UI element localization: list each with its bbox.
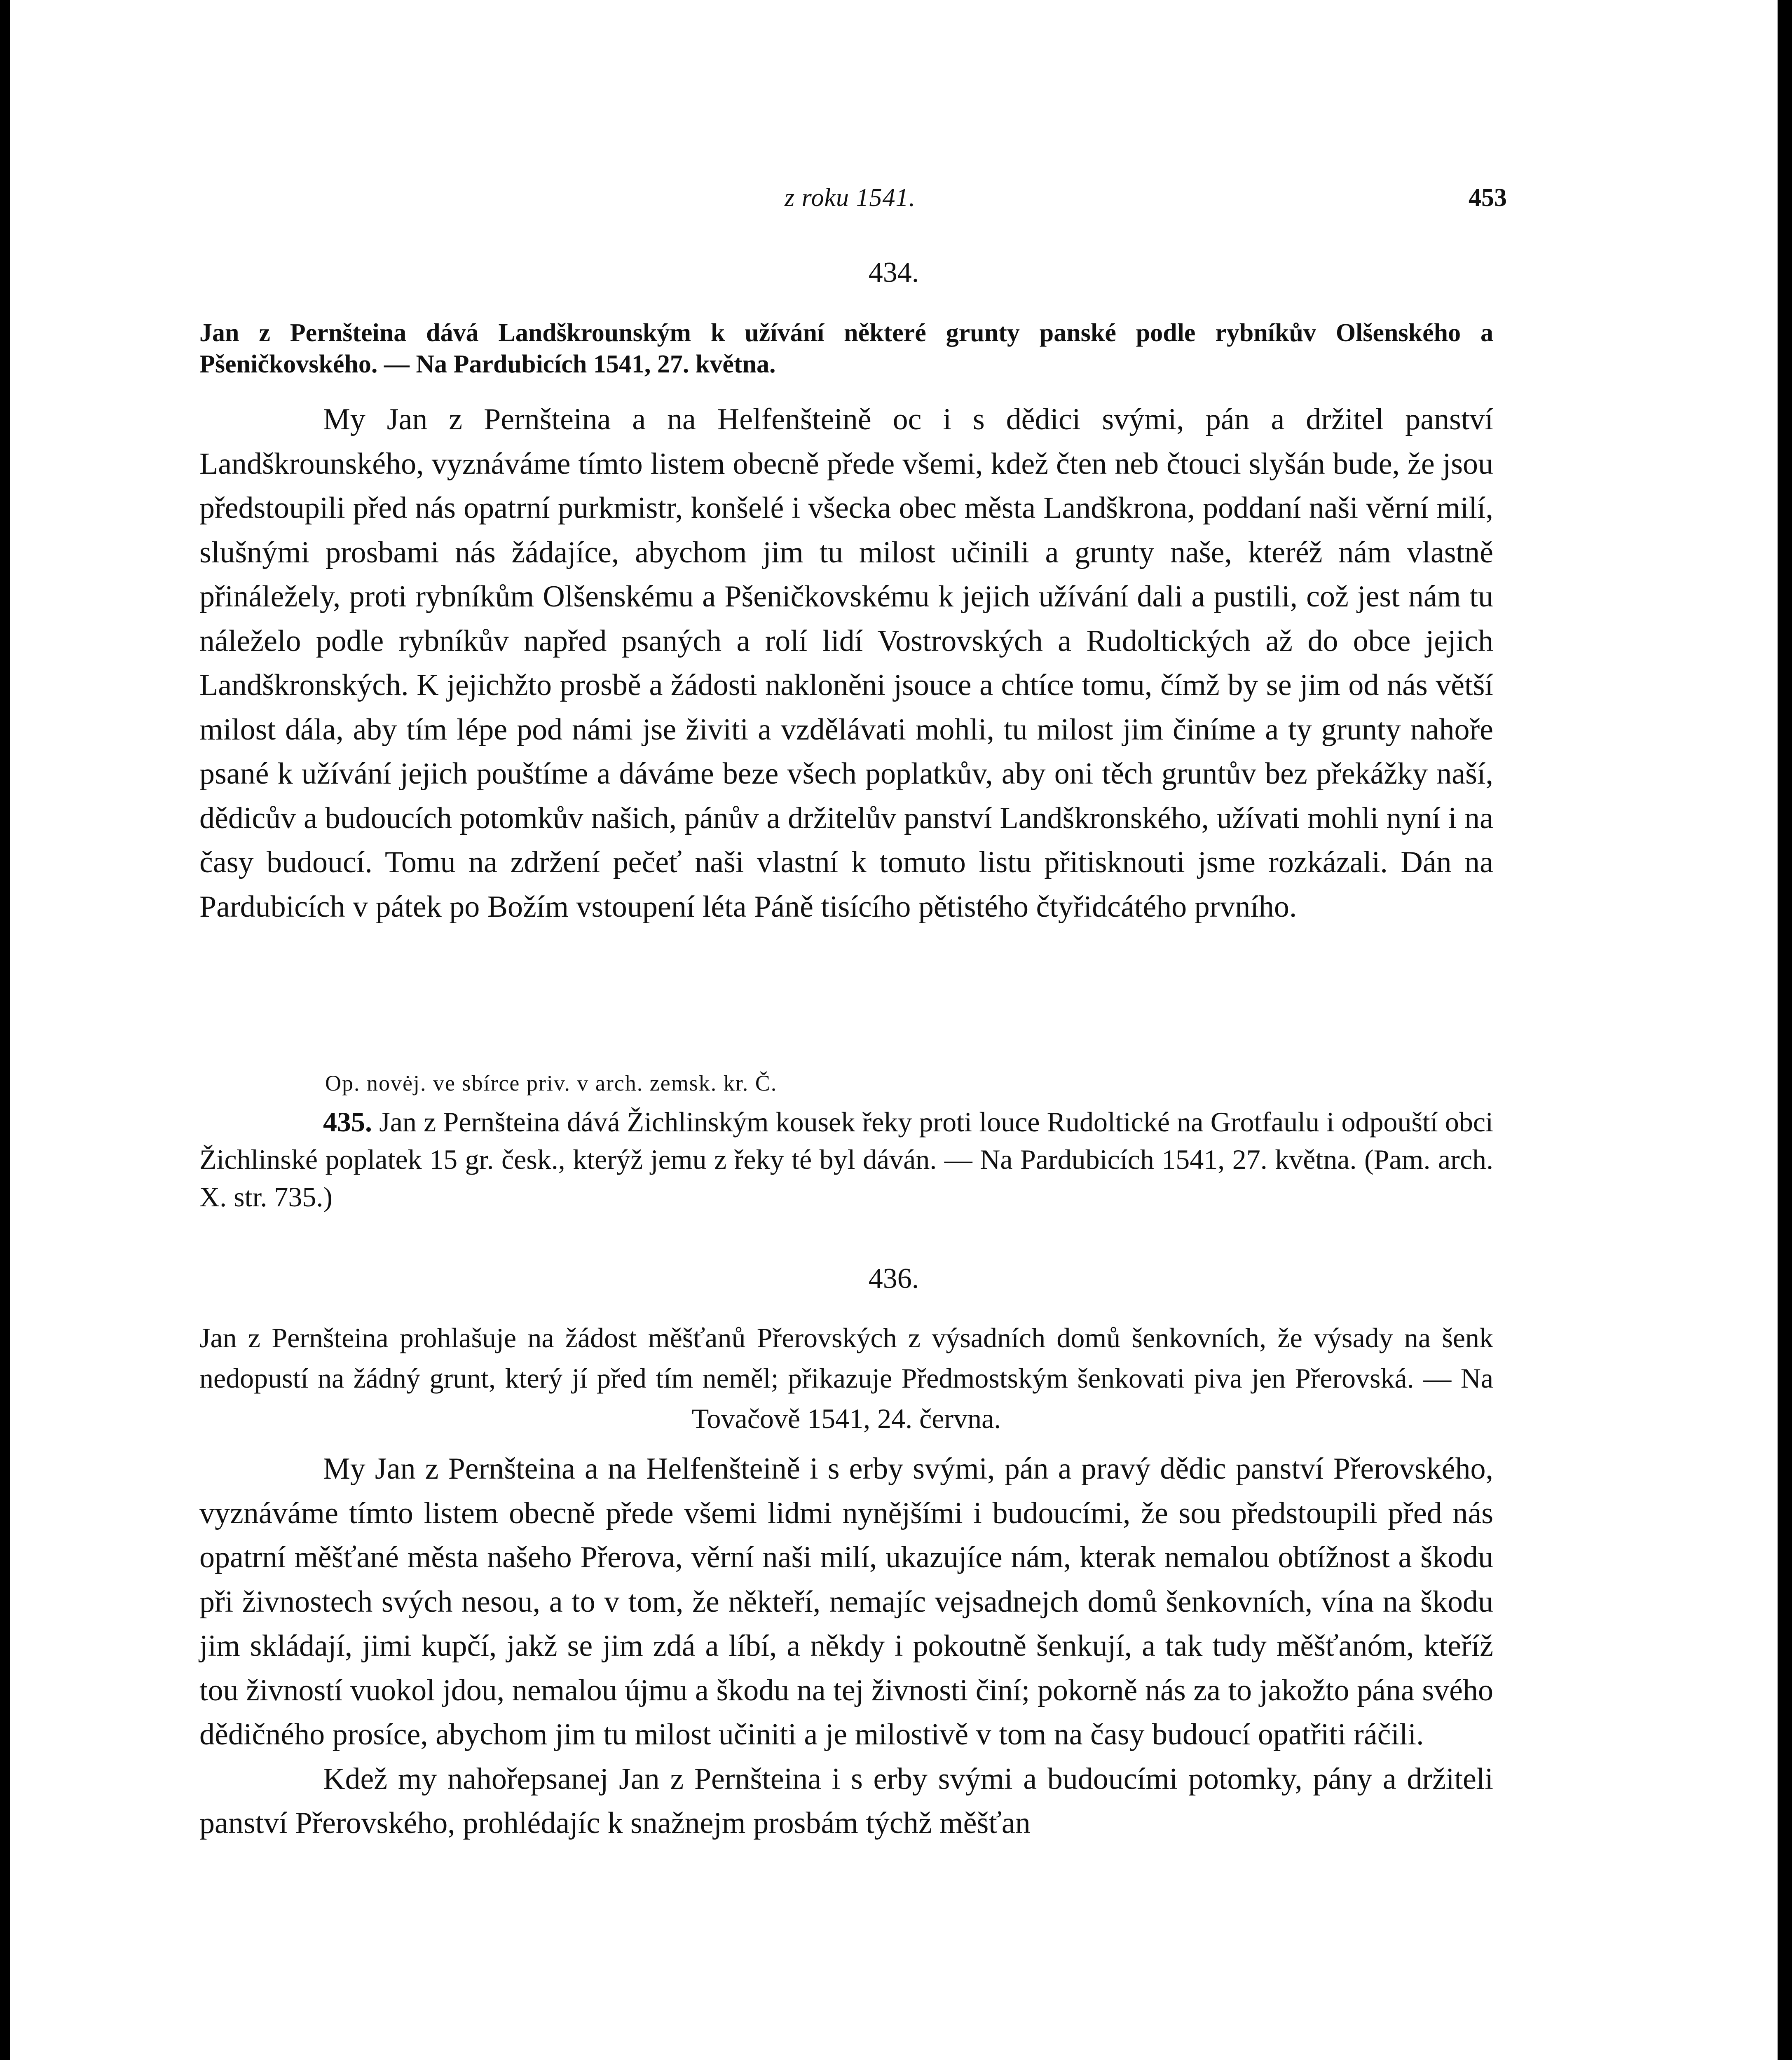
entry-436-regest: Jan z Pernšteina prohlašuje na žádost měšťanů Přerovských z výsadních domů šenkovních, že výsady na šenk nedopustí na žádný grunt, který jí před tím neměl; přikazuje Předmostským šenkovati piva jen Přerovská. — Na Tovačově 1541, 24. června. bbox=[199, 1322, 1493, 1434]
entry-436-text bbox=[199, 1447, 1493, 1846]
entry-number-436: 436. bbox=[868, 1263, 919, 1295]
entry-435 bbox=[199, 1103, 1493, 1216]
entry-number-434: 434. bbox=[868, 257, 919, 288]
entry-436-paragraph-1: My Jan z Pernšteina a na Helfenšteině i s erby svými, pán a pravý dědic panství Přerovského, vyznáváme tímto listem obecně přede všemi lidmi nynějšími i budoucími, že sou předstoupili před nás opatrní měšťané města našeho Přerova, věrní naši milí, ukazujíce nám, kterak nemalou obtížnost a škodu při živnostech svých nesou, a to v tom, že někteří, nemajíc vejsadnejch domů šenkovních, vína na škodu jim skládají, jimi kupčí, jakž se jim zdá a líbí, a někdy i pokoutně šenkují, a tak tudy měšťanóm, kteříž tou živností vuokol jdou, nemalou újmu a škodu na tej živnosti činí; pokorně nás za to jakožto pána svého dědičného prosíce, abychom jim tu milost učiniti a je milostivě v tom na časy budoucí opatřiti ráčili. bbox=[199, 1452, 1493, 1751]
page-number: 453 bbox=[1469, 184, 1507, 212]
running-head: z roku 1541. bbox=[785, 184, 916, 212]
entry-435-text: Jan z Pernšteina dává Žichlinským kousek řeky proti louce Rudoltické na Grotfaulu i odpouští obci Žichlinské poplatek 15 gr. česk., kterýž jemu z řeky té byl dáván. — Na Pardubicích 1541, 27. května. (Pam. arch. X. str. 735.) bbox=[199, 1106, 1493, 1213]
document-page bbox=[10, 0, 1778, 2060]
entry-434-text bbox=[199, 398, 1493, 929]
entry-434-regest: Jan z Pernšteina dává Landškrounským k užívání některé grunty panské podle rybníkův Olšenského a Pšeničkovského. — Na Pardubicích 1541, 27. května. bbox=[199, 319, 1493, 378]
entry-number-435: 435. bbox=[323, 1106, 372, 1138]
entry-434-paragraph: My Jan z Pernšteina a na Helfenšteině oc i s dědici svými, pán a držitel panství Landškrounského, vyznáváme tímto listem obecně přede všemi, kdež čten neb čtouci slyšán bude, že jsou předstoupili před nás opatrní purkmistr, konšelé i všecka obec města Landškrona, poddaní naši věrní milí, slušnými prosbami nás žádajíce, abychom jim tu milost učinili a grunty naše, kteréž nám vlastně přináležely, proti rybníkům Olšenskému a Pšeničkovskému k jejich užívání dali a pustili, což jest nám tu náleželo podle rybníkův napřed psaných a rolí lidí Vostrovských a Rudoltických až do obce jejich Landškronských. K jejichžto prosbě a žádosti nakloněni jsouce a chtíce tomu, čímž by se jim od nás větší milost dála, aby tím lépe pod námi jse živiti a vzdělávati mohli, tu milost jim činíme a ty grunty nahoře psané k užívání jejich pouštíme a dáváme beze všech poplatkův, aby oni těch gruntův bez překážky naší, dědicův a budoucích potomkův našich, pánův a držitelův panství Landškronského, užívati mohli nyní i na časy budoucí. Tomu na zdržení pečeť naši vlastní k tomuto listu přitisknouti jsme rozkázali. Dán na Pardubicích v pátek po Božím vstoupení léta Páně tisícího pětistého čtyřidcátého prvního. bbox=[199, 403, 1493, 924]
entry-436-paragraph-2: Kdež my nahořepsanej Jan z Pernšteina i s erby svými a budoucími potomky, pány a držiteli panství Přerovského, prohlédajíc k snažnejm prosbám týchž měšťan bbox=[199, 1762, 1493, 1840]
scan-edge bbox=[1778, 0, 1792, 2060]
entry-434-source-note: Op. novėj. ve sbírce priv. v arch. zemsk. kr. Č. bbox=[325, 1071, 778, 1096]
page-header bbox=[10, 171, 1778, 220]
